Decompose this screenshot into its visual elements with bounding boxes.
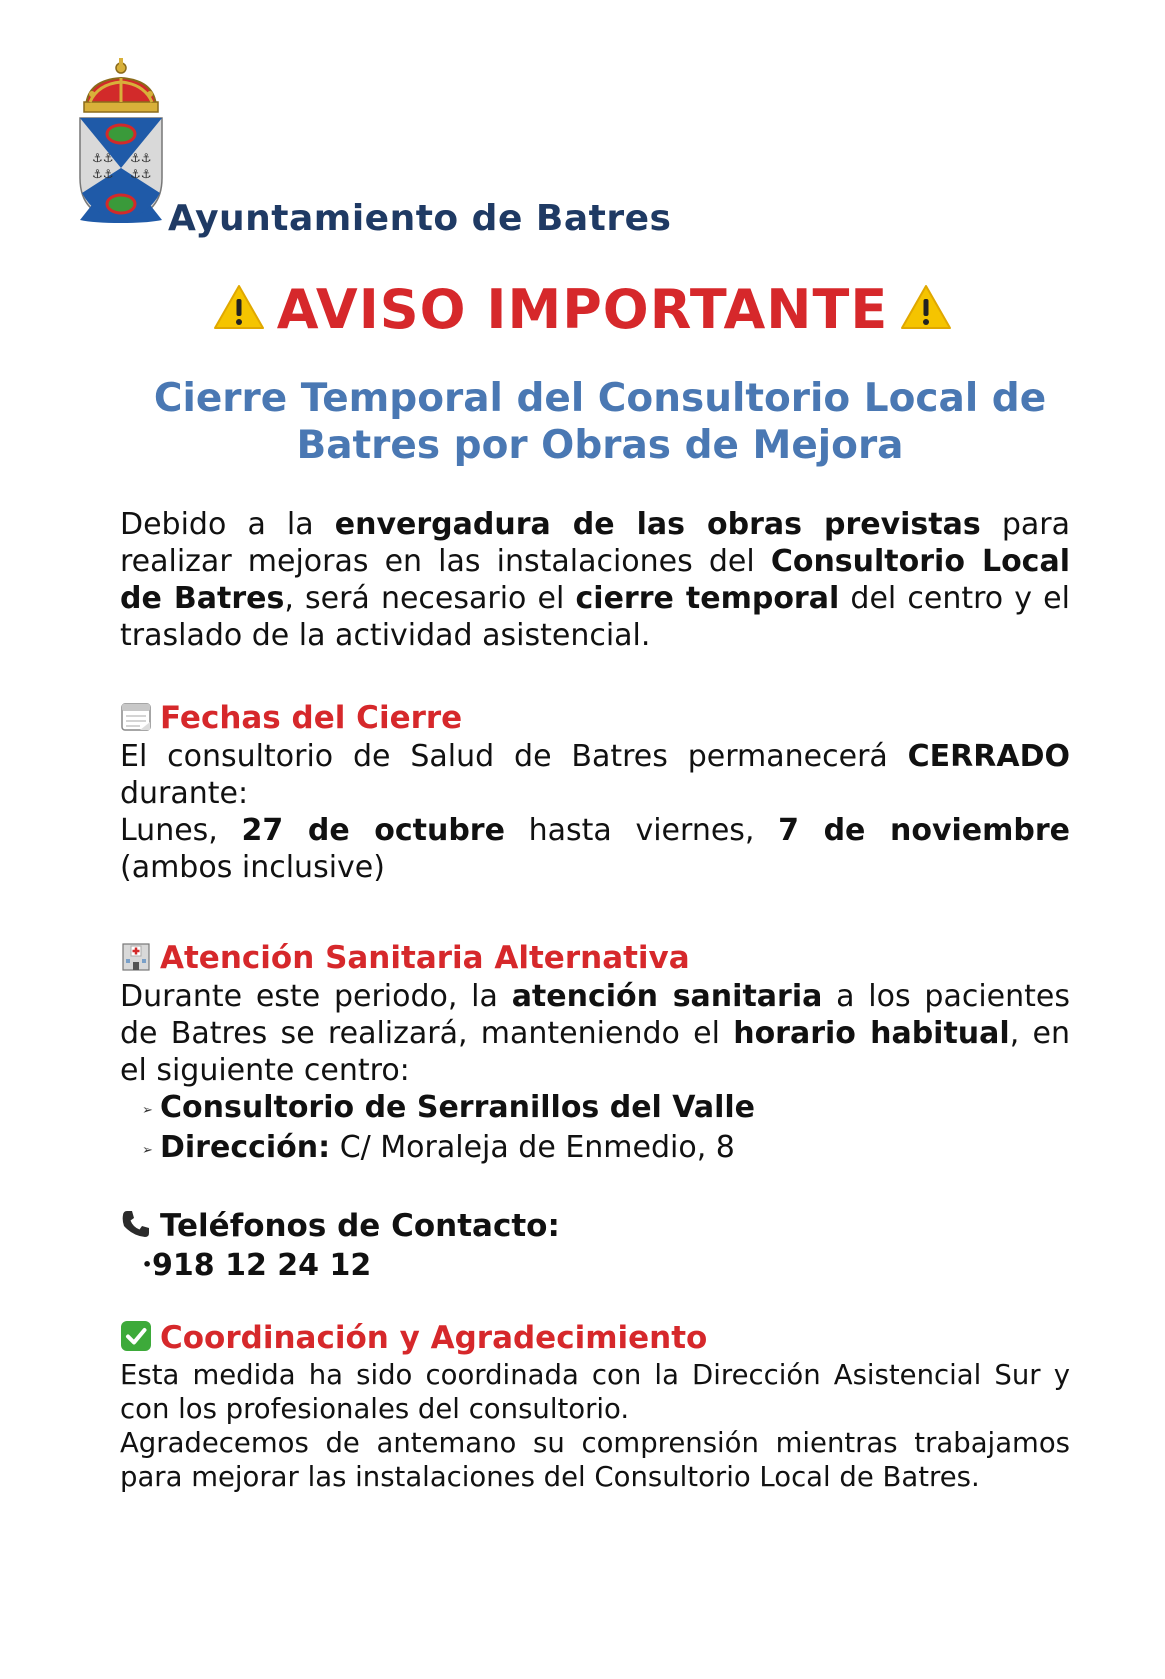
arrow-bullet-icon: ➢ (142, 1103, 153, 1118)
closure-text: durante: (120, 776, 249, 811)
closure-section (120, 698, 1070, 886)
warning-icon (900, 283, 952, 331)
coordination-paragraph-1: Esta medida ha sido coordinada con la Dirección Asistencial Sur y con los profesionales del consultorio. (120, 1359, 1070, 1425)
intro-text: del centro y el traslado de la actividad asistencial. (120, 581, 1070, 653)
coordination-title-text: Coordinación y Agradecimiento (160, 1320, 708, 1356)
closure-title (120, 698, 1070, 738)
alternative-bold: horario habitual (733, 1016, 1010, 1051)
contact-title-text: Teléfonos de Contacto: (160, 1208, 560, 1244)
intro-paragraph (120, 506, 1070, 654)
closure-text: El consultorio de Salud de Batres permanecerá (120, 739, 908, 774)
phone-item (120, 1246, 1070, 1284)
svg-text:⚓⚓: ⚓⚓ (92, 167, 114, 181)
dot-bullet-icon: • (142, 1255, 153, 1274)
alternative-text: , en el siguiente centro: (120, 1016, 1070, 1088)
alternative-title (120, 938, 1070, 978)
closure-bold: 7 de noviembre (778, 813, 1070, 848)
subtitle-line-1: Cierre Temporal del Consultorio Local de (153, 376, 1047, 421)
contact-section (120, 1206, 1070, 1284)
hospital-icon (120, 940, 152, 972)
phone-icon (120, 1208, 152, 1240)
alternative-bold: atención sanitaria (511, 979, 823, 1014)
coordination-paragraph-2: Agradecemos de antemano su comprensión mientras trabajamos para mejorar las instalaciones del Consultorio Local de Batres. (120, 1427, 1070, 1493)
alternative-address-item (120, 1129, 1070, 1169)
organization-name: Ayuntamiento de Batres (168, 198, 672, 239)
alert-title-text: AVISO IMPORTANTE (276, 278, 889, 341)
closure-text: hasta viernes, (504, 813, 779, 848)
alternative-center-item (120, 1089, 1070, 1129)
svg-text:⚓⚓: ⚓⚓ (130, 167, 152, 181)
coat-of-arms-icon (78, 58, 164, 238)
calendar-icon (120, 700, 152, 732)
closure-line-1 (120, 738, 1070, 775)
center-name: Consultorio de Serranillos del Valle (160, 1090, 756, 1125)
closure-bold: 27 de octubre (241, 813, 505, 848)
alternative-section (120, 938, 1070, 1169)
svg-text:⚓⚓: ⚓⚓ (92, 151, 114, 165)
intro-bold: Consultorio Local de Batres (120, 544, 1070, 616)
intro-text: , será necesario el (284, 581, 576, 616)
closure-title-text: Fechas del Cierre (160, 700, 463, 736)
warning-icon (213, 283, 265, 331)
subtitle-line-2: Batres por Obras de Mejora (296, 423, 904, 468)
header (78, 58, 978, 248)
subtitle (120, 375, 1080, 469)
svg-text:⚓⚓: ⚓⚓ (130, 151, 152, 165)
closure-line-4: (ambos inclusive) (120, 850, 385, 885)
coordination-section (120, 1318, 1070, 1494)
intro-bold: cierre temporal (575, 581, 840, 616)
intro-text: Debido a la (120, 507, 335, 542)
intro-bold: envergadura de las obras previstas (334, 507, 981, 542)
alternative-text: a los pacientes de Batres se realizará, manteniendo el (120, 979, 1070, 1051)
intro-text: para realizar mejoras en las instalaciones del (120, 507, 1070, 579)
phone-number[interactable]: 918 12 24 12 (152, 1248, 372, 1283)
alternative-paragraph (120, 978, 1070, 1089)
alert-title (0, 278, 1165, 341)
alternative-title-text: Atención Sanitaria Alternativa (160, 940, 690, 976)
closure-text: Lunes, (120, 813, 242, 848)
contact-title (120, 1206, 1070, 1246)
arrow-bullet-icon: ➢ (142, 1143, 153, 1158)
closure-bold: CERRADO (907, 739, 1070, 774)
coordination-title (120, 1318, 1070, 1358)
address-value: C/ Moraleja de Enmedio, 8 (330, 1130, 735, 1165)
check-icon (120, 1320, 152, 1352)
alternative-text: Durante este periodo, la (120, 979, 512, 1014)
closure-line-3 (120, 812, 1070, 849)
address-label: Dirección: (160, 1130, 331, 1165)
closure-line-2 (120, 775, 1070, 812)
